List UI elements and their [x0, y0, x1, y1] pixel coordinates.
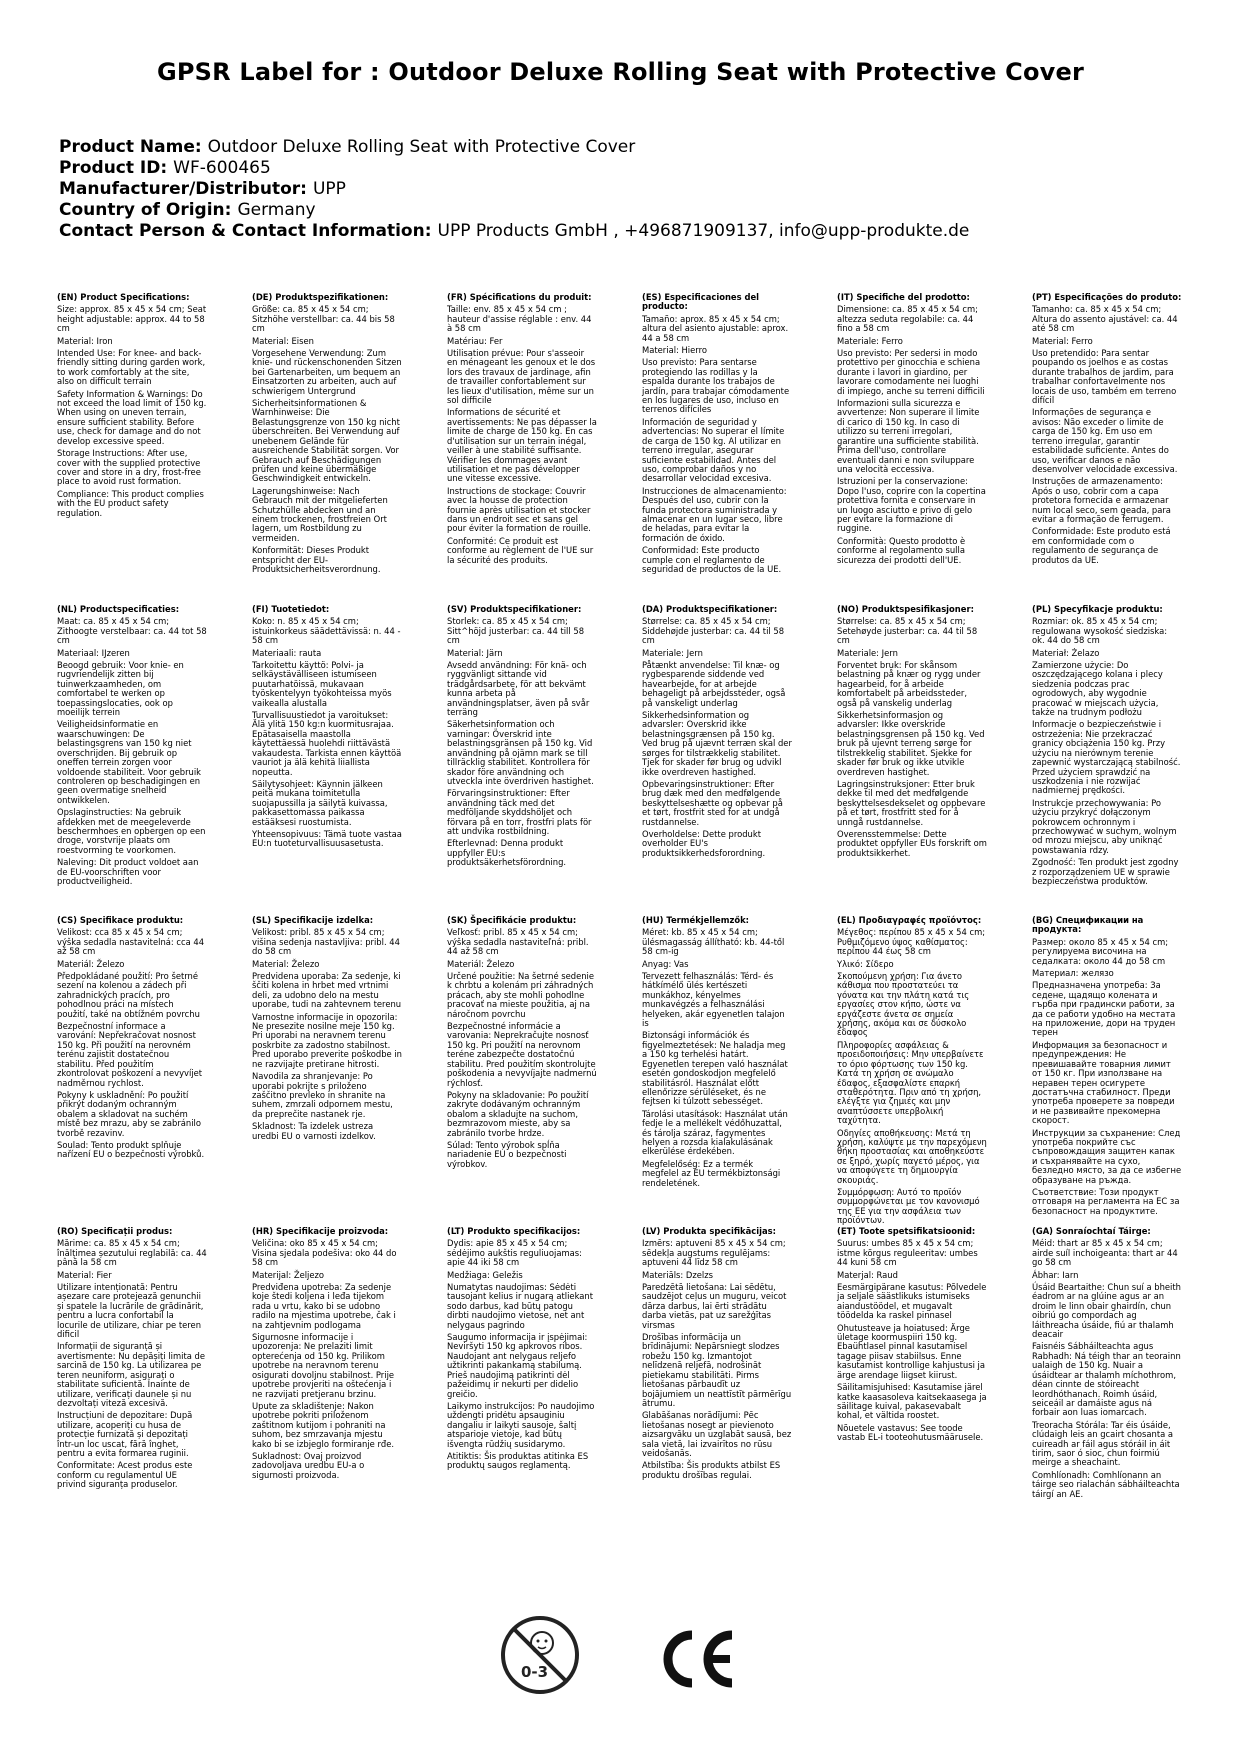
safety-text: Safety Information & Warnings: Do not exceed the load limit of 150 kg. When using on uneven terrain, ensure sufficient stability. Before use, check for damage and do not develop excessive speed.	[57, 388, 207, 446]
storage-text: Instruções de armazenamento: Após o uso, cobrir com a capa protetora fornecida e armazenar num local seco, sem geada, para evitar a formação de ferrugem.	[1032, 476, 1171, 524]
language-block	[837, 293, 987, 568]
compliance-text: Съответствие: Този продукт отговаря на регламента на ЕС за безопасност на продуктите.	[1032, 1186, 1180, 1216]
spec-heading: (PT) Especificações do produto:	[1032, 292, 1182, 302]
size-text: Izmērs: aptuveni 85 x 45 x 54 cm; sēdekļa augstums regulējams: aptuveni 44 līdz 58 cm	[642, 1238, 786, 1268]
language-block	[1032, 916, 1182, 1219]
spec-heading: (DE) Produktspezifikationen:	[252, 292, 389, 302]
compliance-text: Súlad: Tento výrobok spĺňa nariadenie EÚ o bezpečnosti výrobkov.	[447, 1139, 567, 1169]
spec-heading: (RO) Specificații produs:	[57, 1226, 173, 1236]
page-title: GPSR Label for : Outdoor Deluxe Rolling Seat with Protective Cover	[156, 58, 1085, 86]
material-text: Materiaal: IJzeren	[57, 647, 130, 658]
storage-text: Instrucciones de almacenamiento: Después del uso, cubrir con la funda protectora suministrada y almacenar en un lugar seco, libre de heladas, para evitar la formación de óxido.	[642, 485, 787, 543]
material-text: Materjal: Raud	[837, 1269, 898, 1280]
spec-heading: (GA) Sonraíochtaí Táirge:	[1032, 1226, 1151, 1236]
material-text: Matériau: Fer	[447, 335, 503, 346]
storage-text: Laikymo instrukcijos: Po naudojimo uždengti pridėtu apsauginiu dangaliu ir laikyti sausoje, šaltį atsparioje vietoje, kad būtų išvengta rūdžių susidarymo.	[447, 1400, 595, 1449]
intended-use-text: Numatytas naudojimas: Sėdėti tausojant kelius ir nugarą atliekant sodo darbus, kad būtų patogu dirbti naudojimo vietose, net ant nelygaus pagrindo	[447, 1282, 593, 1330]
storage-text: Säilitamisjuhised: Kasutamise järel katke kaasasoleva kaitsekaasega ja säilitage kuival, pakasevabalt kohal, et vältida roostet.	[837, 1382, 987, 1421]
size-text: Dydis: apie 85 x 45 x 54 cm; sėdėjimo aukštis reguliuojamas: apie 44 iki 58 cm	[447, 1238, 582, 1268]
intended-use-text: Paredzētā lietošana: Lai sēdētu, saudzējot ceļus un muguru, veicot dārza darbus, lai ērti strādātu darba vietās, pat uz sarežģītas virsmas	[642, 1282, 787, 1330]
language-block	[642, 293, 792, 577]
compliance-text: Naleving: Dit product voldoet aan de EU-voorschriften voor productveiligheid.	[57, 857, 199, 886]
intended-use-text: Tervezett felhasználás: Térd- és hátkímélő ülés kertészeti munkákhoz, kényelmes munkavégzés a felhasználási helyeken, akár egyenetlen talajon is	[642, 971, 785, 1029]
intended-use-text: Uso previsto: Para sentarse protegiendo las rodillas y la espalda durante los trabajos de jardín, para trabajar cómodamente en los lugares de uso, incluso en terrenos difíciles	[642, 357, 790, 415]
spec-heading: (PL) Specyfikacje produktu:	[1032, 604, 1163, 614]
size-text: Suurus: umbes 85 x 45 x 54 cm; istme kõrgus reguleeritav: umbes 44 kuni 58 cm	[837, 1238, 978, 1268]
intended-use-text: Úsáid Beartaithe: Chun suí a bheith éadrom ar na glúine agus ar an droim le linn obair ghairdín, chun oibriú go compordach ag láithreacha úsáide, fiú ar thalamh deacair	[1032, 1282, 1181, 1340]
storage-text: Instrukcje przechowywania: Po użyciu przykryć dołączonym pokrowcem ochronnym i przechowywać w suchym, wolnym od mrozu miejscu, aby uniknąć powstawania rdzy.	[1032, 797, 1177, 855]
material-text: Materiale: Ferro	[837, 335, 903, 346]
safety-text: Varnostne informacije in opozorila: Ne presezite nosilne meje 150 kg. Pri uporabi na neravnem terenu poskrbite za zadostno stabilnost. Pred uporabo preverite poškodbe in ne razvijajte pretirane hitrosti.	[252, 1011, 402, 1069]
compliance-text: Overholdelse: Dette produkt overholder EU's produktsikkerhedsforordning.	[642, 828, 766, 858]
size-text: Taille: env. 85 x 45 x 54 cm ; hauteur d'assise réglable : env. 44 à 58 cm	[447, 304, 592, 334]
compliance-text: Nõuetele vastavus: See toode vastab EL-i tooteohutusmäärusele.	[837, 1422, 984, 1443]
intended-use-text: Predviđena upotreba: Za sedenje koje štedi koljena i leđa tijekom rada u vrtu, kako bi se udobno radilo na mjestima upotrebe, čak i na zahtjevnim podlogama	[252, 1282, 396, 1330]
storage-text: Upute za skladištenje: Nakon upotrebe pokriti priloženom zaštitnom kutijom i pohraniti na suhom, bez smrzavanja mjestu kako bi se izbjeglo formiranje rđe.	[252, 1400, 395, 1449]
compliance-text: Comhlíonadh: Comhlíonann an táirge seo rialachán sábháilteachta táirgí an AE.	[1032, 1469, 1180, 1499]
safety-text: Sikkerhetsinformasjon og advarsler: Ikke overskride belastningsgrensen på 150 kg. Ved bruk på ujevnt terreng sørge for tilstrekkelig stabilitet. Sjekke for skader før bruk og ikke utvikle overdreven hastighet.	[837, 710, 985, 777]
intended-use-text: Påtænkt anvendelse: Til knæ- og rygbesparende siddende ved havearbejde, for at arbejde behageligt på arbejdssteder, også på vanskeligt underlag	[642, 660, 786, 708]
language-block	[252, 605, 402, 852]
storage-text: Lagerungshinweise: Nach Gebrauch mit der mitgelieferten Schutzhülle abdecken und an einem trockenen, frostfreien Ort lagern, um Rostbildung zu vermeiden.	[252, 485, 388, 543]
size-text: Μέγεθος: περίπου 85 x 45 x 54 cm; Ρυθμιζόμενο ύψος καθίσματος: περίπου 44 έως 58 cm	[837, 927, 986, 957]
spec-heading: (DA) Produktspecifikationer:	[642, 604, 778, 614]
spec-heading: (IT) Specifiche del prodotto:	[837, 292, 970, 302]
spec-heading: (NO) Produktspesifikasjoner:	[837, 604, 974, 614]
size-text: Størrelse: ca. 85 x 45 x 54 cm; Siddehøjde justerbar: ca. 44 til 58 cm	[642, 616, 785, 646]
compliance-text: Efterlevnad: Denna produkt uppfyller EU:s produktsäkerhetsförordning.	[447, 838, 567, 868]
language-block	[837, 1227, 987, 1446]
language-block	[447, 1227, 597, 1474]
intended-use-text: Предназначена употреба: За седене, щадящо колената и гърба при градински работи, за да се работи удобно на местата на приложение, дори на труден терен	[1032, 980, 1176, 1038]
storage-text: Storage Instructions: After use, cover with the supplied protective cover and store in a dry, frost-free place to avoid rust formation.	[57, 448, 201, 487]
intended-use-text: Eesmärgipärane kasutus: Põlvedele ja seljale säästlikuks istumiseks aiandustöödel, et mugavalt töödelda ka raskel pinnasel	[837, 1282, 987, 1321]
safety-text: Информация за безопасност и предупреждения: Не превишавайте товарния лимит от 150 кг. При използване на неравен терен осигурете достатъчна стабилност. Преди употреба проверете за повреди и не развивайте прекомерна скорост.	[1032, 1039, 1175, 1126]
language-block	[447, 293, 597, 568]
language-block	[837, 605, 987, 861]
material-text: Materiāls: Dzelzs	[642, 1269, 713, 1280]
compliance-text: Megfelelőség: Ez a termék megfelel az EU termékbiztonsági rendeletének.	[642, 1158, 781, 1188]
safety-text: Sikkerhedsinformation og advarsler: Overskrid ikke belastningsgrænsen på 150 kg. Ved brug på ujævnt terræn skal der sørges for tilstrækkelig stabilitet. Tjek for skader før brug og udvikl ikke overdreven hastighed.	[642, 710, 792, 777]
intended-use-text: Intended Use: For knee- and back-friendly sitting during garden work, to work comfortably at the site, also on difficult terrain	[57, 348, 206, 387]
size-text: Méid: thart ar 85 x 45 x 54 cm; airde suíl inchoigeanta: thart ar 44 go 58 cm	[1032, 1238, 1178, 1268]
spec-heading: (LV) Produkta specifikācijas:	[642, 1226, 776, 1236]
language-block	[252, 916, 402, 1144]
size-text: Tamanho: ca. 85 x 45 x 54 cm; Altura do assento ajustável: ca. 44 até 58 cm	[1032, 304, 1178, 334]
storage-text: Treoracha Stórála: Tar éis úsáide, clúdaigh leis an gcairt chosanta a cuireadh ar fáil agus stóráil in áit tirim, saor ó sioc, chun foirmiú meirge a sheachaint.	[1032, 1419, 1174, 1468]
material-text: Material: Eisen	[252, 335, 314, 346]
size-text: Size: approx. 85 x 45 x 54 cm; Seat height adjustable: approx. 44 to 58 cm	[57, 304, 207, 334]
material-text: Materiaali: rauta	[252, 647, 322, 658]
size-text: Méret: kb. 85 x 45 x 54 cm; ülésmagasság állítható: kb. 44-től 58 cm-ig	[642, 927, 785, 957]
storage-text: Pokyny k uskladnění: Po použití přikrýt dodaným ochranným obalem a skladovat na suchém místě bez mrazu, aby se zabránilo tvorbě rezavinv.	[57, 1089, 201, 1138]
material-text: Materiál: Železo	[447, 958, 515, 969]
spec-heading: (CS) Specifikace produktu:	[57, 915, 184, 925]
spec-heading: (FI) Tuotetiedot:	[252, 604, 330, 614]
country-row: Country of Origin: Germany	[59, 200, 316, 220]
safety-text: Biztonsági információk és figyelmeztetések: Ne haladja meg a 150 kg terhelési határt. Egyenetlen terepen való használat esetén gondoskodjon megfelelő stabilitásról. Használat előtt ellenőrizze sérüléseket, és ne fejtsen ki túlzott sebességet.	[642, 1030, 788, 1107]
language-block	[57, 1227, 207, 1493]
storage-text: Инструкции за съхранение: След употреба покрийте със съпровождащия защитен капак и съхранявайте на сухо, безледно място, за да се избегне образуване на ръжда.	[1032, 1127, 1182, 1185]
language-block	[642, 1227, 792, 1483]
compliance-text: Atitiktis: Šis produktas atitinka ES produktų saugos reglamentą.	[447, 1450, 589, 1471]
material-text: Materiale: Jern	[642, 647, 703, 658]
language-block	[642, 605, 792, 861]
spec-heading: (ET) Toote spetsifikatsioonid:	[837, 1226, 976, 1236]
compliance-text: Overensstemmelse: Dette produktet oppfyller EUs forskrift om produktsikkerhet.	[837, 828, 987, 858]
safety-text: Información de seguridad y advertencias: No superar el límite de carga de 150 kg. Al utilizar en terreno irregular, asegurar suficiente estabilidad. Antes del uso, comprobar daños y no desarrollar velocidad excesiva.	[642, 416, 785, 484]
compliance-text: Skladnost: Ta izdelek ustreza uredbi EU o varnosti izdelkov.	[252, 1121, 376, 1141]
compliance-text: Συμμόρφωση: Αυτό το προϊόν συμμορφώνεται με τον κανονισμό της ΕΕ για την ασφάλεια των προϊόντων.	[837, 1186, 980, 1226]
intended-use-text: Utilisation prévue: Pour s'asseoir en ménageant les genoux et le dos lors des travaux de jardinage, afin de travailler confortablement sur les lieux d'utilisation, même sur un sol difficile	[447, 348, 596, 406]
spec-heading: (BG) Спецификации на продукта:	[1032, 915, 1144, 935]
language-block	[1032, 293, 1182, 568]
material-text: Anyag: Vas	[642, 958, 689, 969]
material-text: Ábhar: Iarn	[1032, 1269, 1079, 1280]
product-info	[59, 137, 969, 242]
size-text: Maat: ca. 85 x 45 x 54 cm; Zithoogte verstelbaar: ca. 44 tot 58 cm	[57, 616, 207, 646]
material-text: Материал: желязо	[1032, 968, 1114, 979]
language-block	[57, 605, 207, 889]
intended-use-text: Předpokládané použití: Pro šetrné sezení na kolenou a zádech při zahradnických pracích, pro pohodlnou práci na místech použití, také na obtížném povrchu	[57, 971, 200, 1019]
safety-text: Bezpečnostní informace a varování: Nepřekračovat nosnost 150 kg. Při použití na nerovném terénu zajistit dostatečnou stabilitu. Před použitím zkontrolovat poškození a nevyvíjet nadměrnou rychlost.	[57, 1021, 203, 1088]
size-text: Mărime: ca. 85 x 45 x 54 cm; înălțimea șezutului reglabilă: ca. 44 până la 58 cm	[57, 1238, 207, 1268]
contact-row: Contact Person & Contact Information: UPP Products GmbH , +496871909137, info@upp-produkte.de	[59, 221, 970, 241]
manufacturer-row: Manufacturer/Distributor: UPP	[59, 179, 346, 199]
storage-text: Säilytysohjeet: Käynnin jälkeen peitä mukana toimitetulla suojapussilla ja säilytä kuivassa, pakkasettomassa paikassa estääksesi ruostumista.	[252, 778, 388, 827]
size-text: Размер: около 85 x 45 x 54 cm; регулируема височина на седалката: около 44 до 58 cm	[1032, 936, 1169, 966]
safety-text: Πληροφορίες ασφάλειας & προειδοποιήσεις: Μην υπερβαίνετε το όριο φόρτωσης των 150 kg. Κατά τη χρήση σε ανώμαλο έδαφος, εξασφαλίστε επαρκή σταθερότητα. Πριν από τη χρήση, ελέγξτε για ζημιές και μην αναπτύσσετε υπερβολική ταχύτητα.	[837, 1039, 984, 1126]
material-text: Materijal: Željezo	[252, 1269, 325, 1280]
material-text: Material: Ferro	[1032, 335, 1093, 346]
material-text: Material: Fier	[57, 1269, 112, 1280]
storage-text: Navodila za shranjevanje: Po uporabi pokrijte s priloženo zaščitno prevleko in shranite na suhem, zmrzali odpornem mestu, da preprečite nastanek rje.	[252, 1071, 393, 1119]
size-text: Velikost: cca 85 x 45 x 54 cm; výška sedadla nastavitelná: cca 44 až 58 cm	[57, 927, 205, 957]
compliance-text: Atbilstība: Šis produkts atbilst ES produktu drošības regulai.	[642, 1460, 781, 1480]
storage-text: Lagringsinstruksjoner: Etter bruk dekke til med det medfølgende beskyttelsesdekselet og oppbevare på et tørt, frostfritt sted for å unngå rustdannelse.	[837, 778, 986, 827]
language-block	[837, 916, 987, 1229]
compliance-text: Conformidad: Este producto cumple con el reglamento de seguridad de productos de la UE.	[642, 545, 782, 574]
material-text: Materiał: Żelazo	[1032, 647, 1100, 658]
safety-text: Sicherheitsinformationen & Warnhinweise: Die Belastungsgrenze von 150 kg nicht überschreiten. Bei Verwendung auf unebenem Gelände für ausreichende Stabilität sorgen. Vor Gebrauch auf Beschädigungen prüfen und keine übermäßige Geschwindigkeit entwickeln.	[252, 398, 400, 484]
size-text: Veličina: oko 85 x 45 x 54 cm; Visina sjedala podešiva: oko 44 do 58 cm	[252, 1238, 397, 1268]
storage-text: Glabāšanas norādījumi: Pēc lietošanas nosegt ar pievienoto aizsargvāku un uzglabāt sausā, bez sala vietā, lai izvairītos no rūsu veidošanās.	[642, 1410, 792, 1458]
spec-heading: (SL) Specifikacije izdelka:	[252, 915, 374, 925]
compliance-text: Konformität: Dieses Produkt entspricht der EU-Produktsicherheitsverordnung.	[252, 545, 381, 574]
compliance-text: Soulad: Tento produkt splňuje nařízení EU o bezpečnosti výrobků.	[57, 1139, 205, 1160]
storage-text: Pokyny na skladovanie: Po použití zakryte dodávaným ochranným obalom a skladujte na suchom, bezmrazovom mieste, aby sa zabránilo tvorbe hrdze.	[447, 1089, 589, 1138]
spec-heading: (FR) Spécifications du produit:	[447, 292, 592, 302]
safety-text: Veiligheidsinformatie en waarschuwingen: De belastingsgrens van 150 kg niet overschrijden. Bij gebruik op oneffen terrein zorgen voor voldoende stabiliteit. Voor gebruik controleren op beschadigingen en geen overmatige snelheid ontwikkelen.	[57, 719, 202, 805]
intended-use-text: Utilizare intenționată: Pentru așezare care protejează genunchii și spatele la lucrările de grădinărit, pentru a lucra confortabil la locurile de utilizare, chiar pe teren dificil	[57, 1282, 204, 1340]
safety-icons	[0, 1615, 1241, 1725]
safety-text: Bezpečnostné informácie a varovania: Neprekračujte nosnosť 150 kg. Pri použití na nerovnom teréne zabezpečte dostatočnú stabilitu. Pred použitím skontrolujte poškodenia a nevyvíjajte nadmernú rýchlosť.	[447, 1021, 597, 1088]
spec-heading: (SV) Produktspecifikationer:	[447, 604, 582, 614]
language-block	[252, 293, 402, 577]
safety-text: Informacje o bezpieczeństwie i ostrzeżenia: Nie przekraczać granicy obciążenia 150 kg. Przy użyciu na nierównym terenie zapewnić wystarczającą stabilność. Przed użyciem sprawdzić na uszkodzenia i nie rozwijać nadmiernej prędkości.	[1032, 719, 1181, 796]
spec-heading: (HR) Specifikacije proizvoda:	[252, 1226, 389, 1236]
spec-heading: (SK) Špecifikácie produktu:	[447, 915, 577, 925]
storage-text: Istruzioni per la conservazione: Dopo l'uso, coprire con la copertina protettiva fornita e conservare in un luogo asciutto e privo di gelo per evitare la formazione di ruggine.	[837, 476, 986, 534]
material-text: Medžiaga: Geležis	[447, 1269, 523, 1280]
storage-text: Οδηγίες αποθήκευσης: Μετά τη χρήση, καλύψτε με την παρεχόμενη θήκη προστασίας και αποθηκεύστε σε ξηρό, χωρίς παγετό μέρος, για να αποφύγετε τη δημιουργία σκουριάς.	[837, 1127, 987, 1185]
intended-use-text: Určené použitie: Na šetrné sedenie k chrbtu a kolenám pri záhradných prácach, aby ste mohli pohodlne pracovať na mieste použitia, aj na náročnom povrchu	[447, 971, 595, 1019]
product-id-row: Product ID: WF-600465	[59, 158, 271, 178]
safety-text: Ohutusteave ja hoiatused: Ärge ületage koormuspiiri 150 kg. Ebaühtlasel pinnal kasutamisel tagage piisav stabiilsus. Enne kasutamist kontrollige kahjustusi ja ärge arendage liigset kiirust.	[837, 1322, 986, 1380]
intended-use-text: Uso previsto: Per sedersi in modo protettivo per ginocchia e schiena durante i lavori in giardino, per lavorare comodamente nei luoghi di impiego, anche su terreni difficili	[837, 348, 985, 396]
material-text: Material: Järn	[447, 647, 503, 658]
material-text: Material: Hierro	[642, 345, 707, 356]
compliance-text: Zgodność: Ten produkt jest zgodny z rozporządzeniem UE w sprawie bezpieczeństwa produktów.	[1032, 857, 1179, 886]
safety-text: Sigurnosne informacije i upozorenja: Ne prelaziti limit opterećenja od 150 kg. Prilikom upotrebe na neravnom terenu osigurati dovoljnu stabilnost. Prije upotrebe provjeriti na oštećenja i ne razvijati pretjeranu brzinu.	[252, 1332, 395, 1399]
spec-heading: (HU) Termékjellemzők:	[642, 915, 750, 925]
product-name-row: Product Name: Outdoor Deluxe Rolling Seat with Protective Cover	[59, 137, 636, 157]
safety-text: Informații de siguranță și avertismente: Nu depășiți limita de sarcină de 150 kg. La utilizarea pe teren neuniform, asigurați o stabilitate suficientă. Înainte de utilizare, verificați daunele și nu dezvoltați viteză excesivă.	[57, 1341, 205, 1408]
material-text: Materiál: Železo	[57, 958, 125, 969]
spec-heading: (LT) Produkto specifikacijos:	[447, 1226, 581, 1236]
language-block	[1032, 605, 1182, 889]
intended-use-text: Tarkoitettu käyttö: Polvi- ja selkäystävälliseen istumiseen puutarhatöissä, mukavaan työskentelyyn työkohteissa myös vaikealla alustalla	[252, 660, 392, 708]
safety-text: Faisnéis Sábháilteachta agus Rabhadh: Ná téigh thar an teorainn ualaigh de 150 kg. Nuair a úsáidtear ar thalamh míchothrom, déan cinnte de stóireacht leordhóthanach. Roimh úsáid, seiceáil ar damáiste agus ná forbair aon luas iomarcach.	[1032, 1341, 1181, 1418]
language-block	[57, 293, 207, 521]
spec-heading: (ES) Especificaciones del producto:	[642, 292, 760, 312]
intended-use-text: Uso pretendido: Para sentar poupando os joelhos e as costas durante trabalhos de jardim, para trabalhar confortavelmente nos locais de uso, também em terreno difícil	[1032, 348, 1177, 406]
size-text: Tamaño: aprox. 85 x 45 x 54 cm; altura del asiento ajustable: aprox. 44 a 58 cm	[642, 313, 789, 343]
safety-text: Turvallisuustiedot ja varoitukset: Älä ylitä 150 kg:n kuormitusrajaa. Epätasaisella maastolla käytettäessä huolehdi riittävästä vakaudesta. Tarkista ennen käyttöä vauriot ja älä kehitä liiallista nopeutta.	[252, 710, 402, 777]
choking-hazard-0-3-icon	[500, 1615, 580, 1695]
storage-text: Opbevaringsinstruktioner: Efter brug dæk med den medfølgende beskyttelseshætte og opbevar på et tørt, frostfrit sted for at undgå rustdannelse.	[642, 778, 783, 827]
spec-heading: (EL) Προδιαγραφές προϊόντος:	[837, 915, 982, 925]
storage-text: Förvaringsinstruktioner: Efter användning täck med det medföljande skyddshöljet och förvara på en torr, frostfri plats för att undvika rostbildning.	[447, 788, 592, 836]
intended-use-text: Avsedd användning: För knä- och ryggvänligt sittande vid trädgårdsarbete, för att bekvämt kunna arbeta på användningsplatser, även på svår terräng	[447, 660, 590, 718]
language-block	[447, 916, 597, 1172]
ce-mark-icon	[662, 1629, 738, 1689]
intended-use-text: Σκοπούμενη χρήση: Για άνετο κάθισμα που προστατεύει τα γόνατα και την πλάτη κατά τις εργασίες στον κήπο, ώστε να εργάζεστε άνετα σε σημεία χρήσης, ακόμα και σε δύσκολο έδαφος	[837, 971, 970, 1038]
material-text: Υλικό: Σίδερο	[837, 958, 894, 969]
intended-use-text: Forventet bruk: For skånsom belastning på knær og rygg under hagearbeid, for å arbeide komfortabelt på arbeidssteder, også på vanskelig underlag	[837, 660, 981, 708]
language-block	[57, 916, 207, 1163]
material-text: Material: Iron	[57, 335, 113, 346]
storage-text: Opslaginstructies: Na gebruik afdekken met de meegeleverde beschermhoes en opbergen op een droge, vorstvrije plaats om roestvorming te voorkomen.	[57, 807, 206, 855]
size-text: Dimensione: ca. 85 x 45 x 54 cm; altezza seduta regolabile: ca. 44 fino a 58 cm	[837, 304, 978, 334]
size-text: Koko: n. 85 x 45 x 54 cm; istuinkorkeus säädettävissä: n. 44 - 58 cm	[252, 616, 401, 646]
safety-text: Informations de sécurité et avertissements: Ne pas dépasser la limite de charge de 150 kg. En cas d'utilisation sur un terrain inégal, veiller à une stabilité suffisante. Vérifier les dommages avant utilisation et ne pas développer une vitesse excessive.	[447, 407, 597, 484]
intended-use-text: Vorgesehene Verwendung: Zum knie- und rückenschonenden Sitzen bei Gartenarbeiten, um bequem an Einsatzorten zu arbeiten, auch auf schwierigem Untergrund	[252, 348, 402, 396]
compliance-text: Conformitate: Acest produs este conform cu regulamentul UE privind siguranța produselor.	[57, 1460, 193, 1490]
size-text: Velikost: pribl. 85 x 45 x 54 cm; višina sedenja nastavljiva: pribl. 44 do 58 cm	[252, 927, 400, 957]
intended-use-text: Predvidena uporaba: Za sedenje, ki ščiti kolena in hrbet med vrtnimi deli, za udobno delo na mestu uporabe, tudi na zahtevnem terenu	[252, 971, 402, 1010]
size-text: Rozmiar: ok. 85 x 45 x 54 cm; regulowana wysokość siedziska: ok. 44 do 58 cm	[1032, 616, 1168, 646]
material-text: Material: Železo	[252, 958, 320, 969]
language-block	[1032, 1227, 1182, 1502]
intended-use-text: Beoogd gebruik: Voor knie- en rugvriendelijk zitten bij tuinwerkzaamheden, om comfortabel te werken op toepassingslocaties, ook op moeilijk terrein	[57, 660, 184, 718]
safety-text: Säkerhetsinformation och varningar: Överskrid inte belastningsgränsen på 150 kg. Vid användning på ojämn mark se till tillräcklig stabilitet. Kontrollera för skador före användning och utveckla inte överdriven hastighet.	[447, 719, 594, 786]
size-text: Veľkosť: pribl. 85 x 45 x 54 cm; výška sedadla nastaviteľná: pribl. 44 až 58 cm	[447, 927, 589, 957]
storage-text: Instrucțiuni de depozitare: După utilizare, acoperiți cu husa de protecție furnizată și depozitați într-un loc uscat, fără înghet, pentru a evita formarea ruginii.	[57, 1410, 193, 1458]
intended-use-text: Zamierzone użycie: Do oszczędzającego kolana i plecy siedzenia podczas prac ogrodowych, aby wygodnie pracować w miejscach użycia, także na trudnym podłożu	[1032, 660, 1163, 718]
compliance-text: Sukladnost: Ovaj proizvod zadovoljava uredbu EU-a o sigurnosti proizvoda.	[252, 1450, 365, 1480]
material-text: Materiale: Jern	[837, 647, 898, 658]
storage-text: Tárolási utasítások: Használat után fedje le a mellékelt védőhuzattal, és tárolja száraz, fagymentes helyen a rozsda kialakulásának elkerülése érdekében.	[642, 1108, 788, 1157]
safety-text: Saugumo informacija ir įspėjimai: Neviršyti 150 kg apkrovos ribos. Naudojant ant nelygaus reljefo užtikrinti pakankamą stabilumą. Prieš naudojimą patikrinti dėl pažeidimų ir nekurti per didelio greičio.	[447, 1332, 588, 1399]
safety-text: Drošības informācija un brīdinājumi: Nepārsniegt slodzes robežu 150 kg. Izmantojot nelīdzenā reljefā, nodrošināt pietiekamu stabilitāti. Pirms lietošanas pārbaudīt uz bojājumiem un neattīstīt pārmērīgu ātrumu.	[642, 1332, 792, 1408]
compliance-text: Yhteensopivuus: Tämä tuote vastaa EU:n tuoteturvallisuusasetusta.	[252, 828, 402, 849]
language-block	[447, 605, 597, 871]
size-text: Storlek: ca. 85 x 45 x 54 cm; Sitt^höjd justerbar: ca. 44 till 58 cm	[447, 616, 585, 646]
spec-heading: (NL) Productspecificaties:	[57, 604, 180, 614]
svg-text:0-3: 0-3	[521, 1663, 549, 1681]
compliance-text: Conformité: Ce produit est conforme au règlement de l'UE sur la sécurité des produits.	[447, 535, 594, 565]
storage-text: Instructions de stockage: Couvrir avec la housse de protection fournie après utilisation et stocker dans un endroit sec et sans gel pour éviter la formation de rouille.	[447, 485, 591, 534]
compliance-text: Conformità: Questo prodotto è conforme al regolamento sulla sicurezza dei prodotti dell'UE.	[837, 535, 966, 565]
compliance-text: Compliance: This product complies with the EU product safety regulation.	[57, 488, 204, 518]
safety-text: Informações de segurança e avisos: Não exceder o limite de carga de 150 kg. Em uso em terreno irregular, garantir estabilidade suficiente. Antes do uso, verificar danos e não desenvolver velocidade excessiva.	[1032, 407, 1178, 474]
spec-heading: (EN) Product Specifications:	[57, 292, 190, 302]
language-block	[642, 916, 792, 1191]
language-block	[252, 1227, 402, 1483]
compliance-text: Conformidade: Este produto está em conformidade com o regulamento de segurança de produtos da UE.	[1032, 526, 1171, 565]
size-text: Größe: ca. 85 x 45 x 54 cm; Sitzhöhe verstellbar: ca. 44 bis 58 cm	[252, 304, 395, 334]
size-text: Størrelse: ca. 85 x 45 x 54 cm; Setehøyde justerbar: ca. 44 til 58 cm	[837, 616, 978, 646]
safety-text: Informazioni sulla sicurezza e avvertenze: Non superare il limite di carico di 150 kg. In caso di utilizzo su terreni irregolari, garantire una sufficiente stabilità. Prima dell'uso, controllare eventuali danni e non sviluppare una velocità eccessiva.	[837, 398, 980, 474]
